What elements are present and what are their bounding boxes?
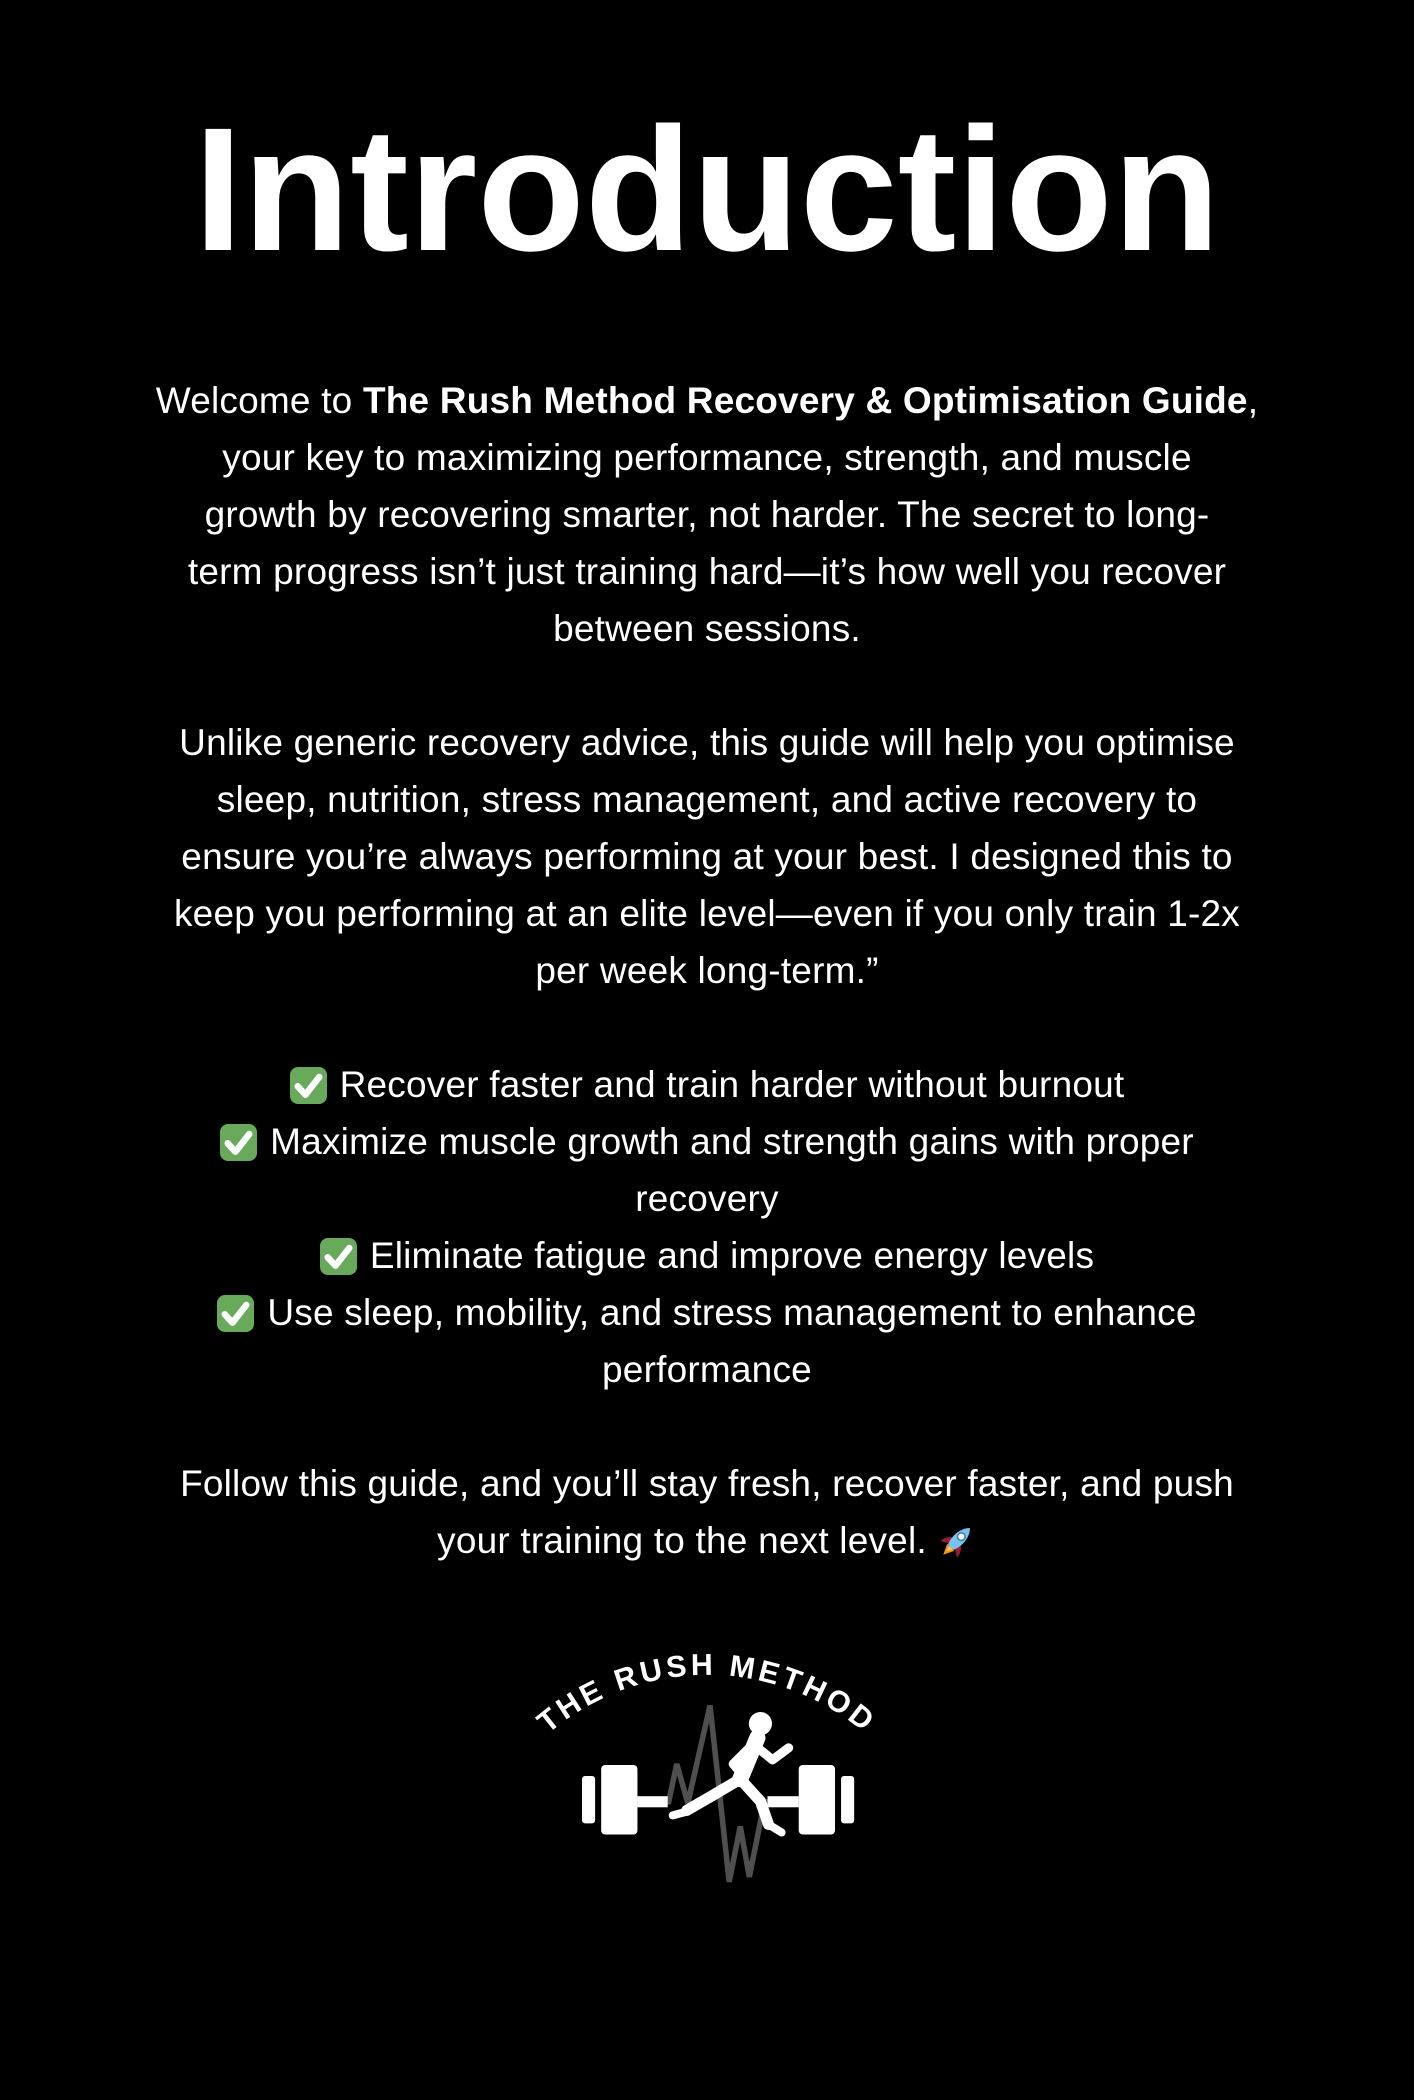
text-line: recovery: [635, 1178, 779, 1219]
closing-paragraph: [0, 1455, 1414, 1569]
text-line: [0, 1056, 1414, 1113]
benefits-checklist: [0, 1056, 1414, 1398]
text-line: [0, 1227, 1414, 1284]
page-title: Introduction: [193, 92, 1221, 288]
intro-paragraph: [0, 372, 1414, 657]
text-line: term progress isn’t just training hard—it’s how well you recover: [187, 551, 1227, 592]
text-line: performance: [602, 1349, 812, 1390]
logo-arc-text: THE RUSH METHOD: [531, 1648, 883, 1740]
text-line: ensure you’re always performing at your best. I designed this to: [181, 836, 1233, 877]
text-line: Follow this guide, and you’ll stay fresh, recover faster, and push: [180, 1463, 1234, 1504]
runner-icon: [673, 1712, 789, 1832]
checklist-item: [0, 1227, 1414, 1284]
text-line: keep you performing at an elite level—even if you only train 1-2x: [173, 893, 1241, 934]
checklist-text: Maximize muscle growth and strength gains with proper: [270, 1121, 1194, 1162]
text-line: your key to maximizing performance, strength, and muscle: [222, 437, 1192, 478]
check-icon: [217, 1295, 254, 1332]
checklist-text: Use sleep, mobility, and stress management to enhance: [267, 1292, 1197, 1333]
text-line: Unlike generic recovery advice, this guide will help you optimise: [179, 722, 1235, 763]
checklist-item: [0, 1113, 1414, 1227]
text-line: [0, 372, 1414, 429]
text-line: [0, 1113, 1414, 1170]
product-name: The Rush Method Recovery & Optimisation Guide: [362, 380, 1248, 421]
checklist-item: [0, 1284, 1414, 1398]
text-line: [0, 1512, 1414, 1569]
text-line: growth by recovering smarter, not harder. The secret to long-: [204, 494, 1210, 535]
check-icon: [290, 1067, 327, 1104]
text-line: per week long-term.”: [535, 950, 879, 991]
rocket-icon: [937, 1520, 977, 1560]
text-line: sleep, nutrition, stress management, and active recovery to: [216, 779, 1198, 820]
about-paragraph: [0, 714, 1414, 999]
text-line: [0, 1284, 1414, 1341]
checklist-text: Recover faster and train harder without burnout: [339, 1064, 1125, 1105]
checklist-text: Eliminate fatigue and improve energy levels: [369, 1235, 1095, 1276]
document-page: [0, 92, 1414, 2100]
text-line: between sessions.: [553, 608, 861, 649]
intro-comma: ,: [1247, 380, 1259, 421]
checklist-item: [0, 1056, 1414, 1113]
intro-prefix: Welcome to: [155, 380, 363, 421]
check-icon: [220, 1124, 257, 1161]
check-icon: [320, 1238, 357, 1275]
logo-graphic: [515, 1645, 899, 1897]
closing-text: your training to the next level.: [437, 1520, 927, 1561]
brand-logo: [0, 1645, 1414, 1897]
